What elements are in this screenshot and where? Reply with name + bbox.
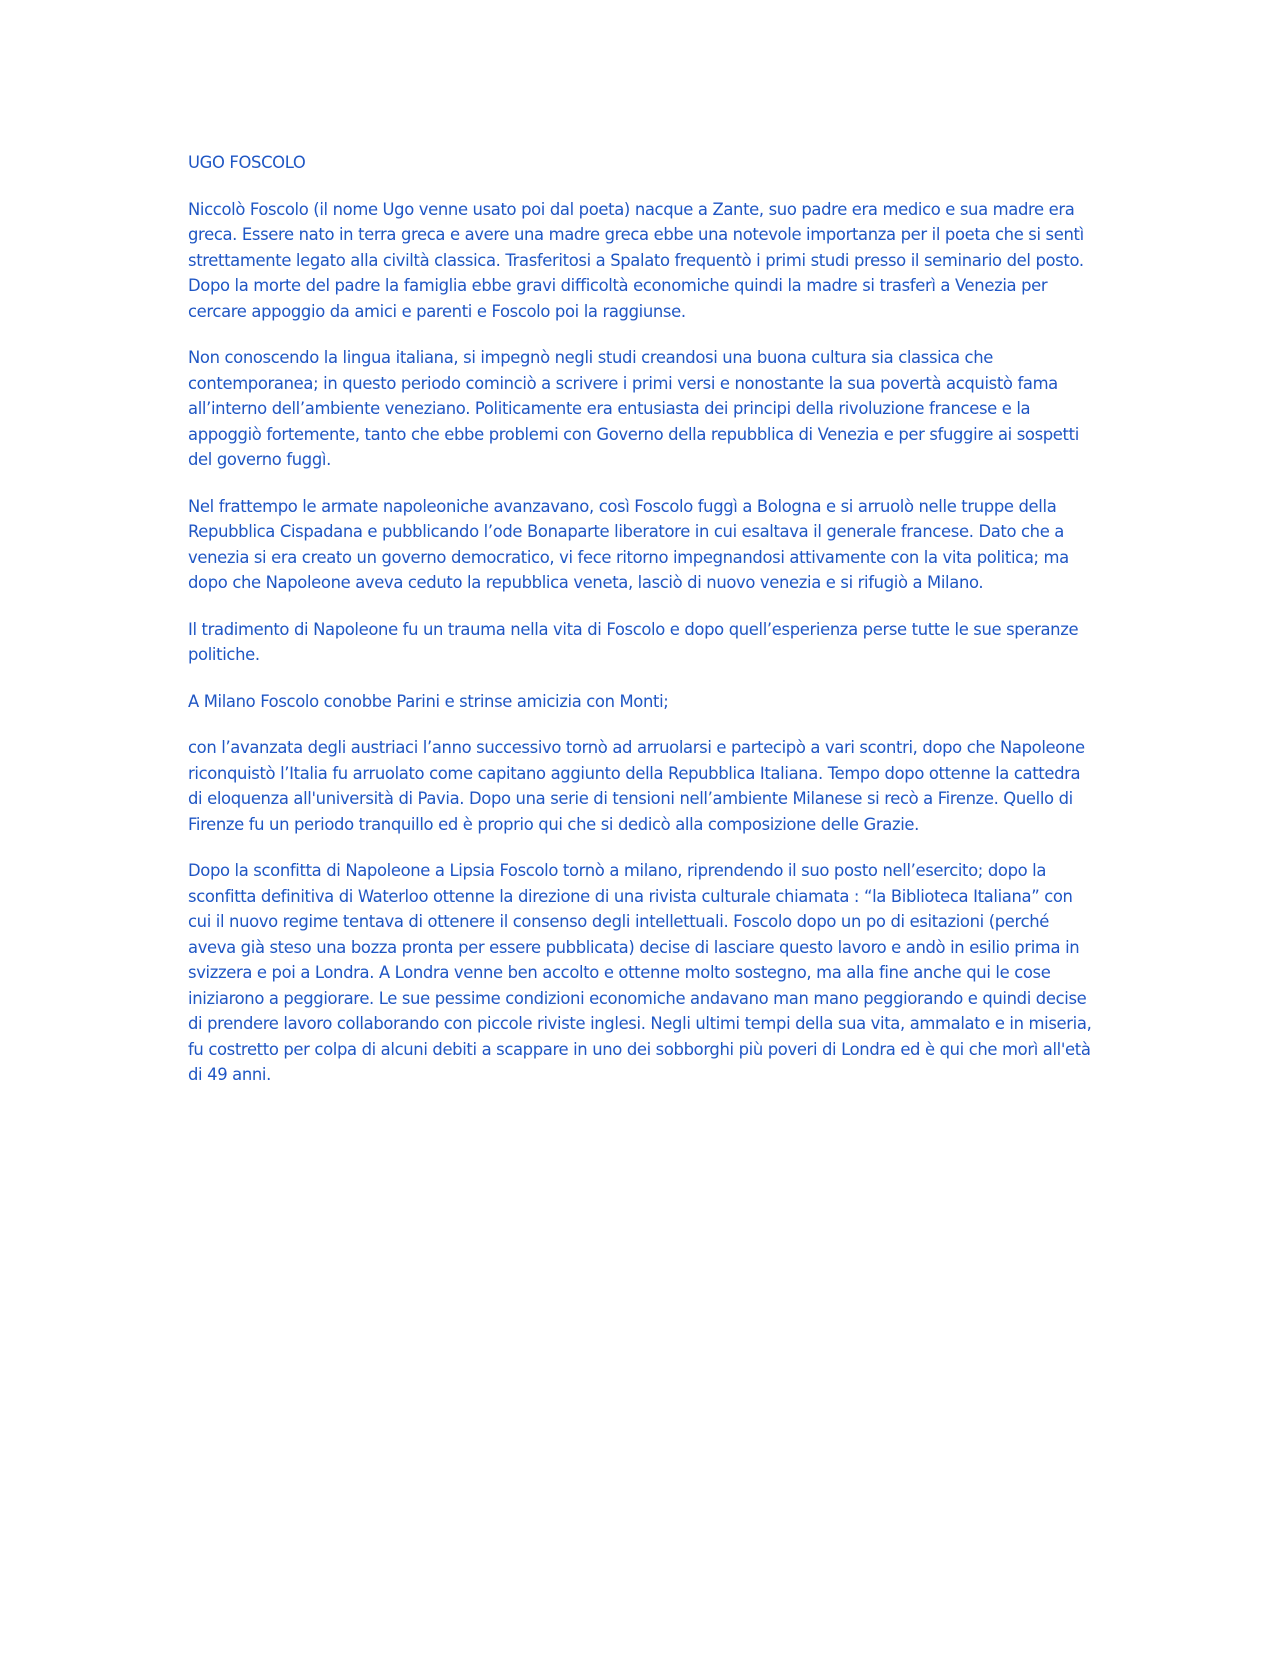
paragraph-venice: Non conoscendo la lingua italiana, si impegnò negli studi creandosi una buona cultura sia classica che contemporanea; in questo periodo cominciò a scrivere i primi versi e nonostante la sua povertà acquistò fama all’interno dell’ambiente veneziano. Politicamente era entusiasta dei principi della rivoluzione francese e la appoggiò fortemente, tanto che ebbe problemi con Governo della repubblica di Venezia e per sfuggire ai sospetti del governo fuggì. [188,348,1079,469]
paragraph-milan: A Milano Foscolo conobbe Parini e strinse amicizia con Monti; [188,691,669,711]
paragraph-bologna: Nel frattempo le armate napoleoniche avanzavano, così Foscolo fuggì a Bologna e si arruolò nelle truppe della Repubblica Cispadana e pubblicando l’ode Bonaparte liberatore in cui esaltava il generale francese. Dato che a venezia si era creato un governo democratico, vi fece ritorno impegnandosi attivamente con la vita politica; ma dopo che Napoleone aveva ceduto la repubblica veneta, lasciò di nuovo venezia e si rifugiò a Milano. [188,496,1069,592]
paragraph-betrayal: Il tradimento di Napoleone fu un trauma nella vita di Foscolo e dopo quell’esperienza perse tutte le sue speranze politiche. [188,619,1079,664]
paragraph-exile: Dopo la sconfitta di Napoleone a Lipsia Foscolo tornò a milano, riprendendo il suo posto nell’esercito; dopo la sconfitta definitiva di Waterloo ottenne la direzione di una rivista culturale chiamata : “la Biblioteca Italiana” con cui il nuovo regime tentava di ottenere il consenso degli intellettuali. Foscolo dopo un po di esitazioni (perché aveva già steso una bozza pronta per essere pubblicata) decise di lasciare questo lavoro e andò in esilio prima in svizzera e poi a Londra. A Londra venne ben accolto e ottenne molto sostegno, ma alla fine anche qui le cose iniziarono a peggiorare. Le sue pessime condizioni economiche andavano man mano peggiorando e quindi decise di prendere lavoro collaborando con piccole riviste inglesi. Negli ultimi tempi della sua vita, ammalato e in miseria, fu costretto per colpa di alcuni debiti a scappare in uno dei sobborghi più poveri di Londra ed è qui che morì all'età di 49 anni. [188,861,1092,1084]
paragraph-early-life: Niccolò Foscolo (il nome Ugo venne usato poi dal poeta) nacque a Zante, suo padre era medico e sua madre era greca. Essere nato in terra greca e avere una madre greca ebbe una notevole importanza per il poeta che si sentì strettamente legato alla civiltà classica. Trasferitosi a Spalato frequentò i primi studi presso il seminario del posto. Dopo la morte del padre la famiglia ebbe gravi difficoltà economiche quindi la madre si trasferì a Venezia per cercare appoggio da amici e parenti e Foscolo poi la raggiunse. [188,199,1084,321]
document-body [188,150,1098,1109]
paragraph-austrians: con l’avanzata degli austriaci l’anno successivo tornò ad arruolarsi e partecipò a vari scontri, dopo che Napoleone riconquistò l’Italia fu arruolato come capitano aggiunto della Repubblica Italiana. Tempo dopo ottenne la cattedra di eloquenza all'università di Pavia. Dopo una serie di tensioni nell’ambiente Milanese si recò a Firenze. Quello di Firenze fu un periodo tranquillo ed è proprio qui che si dedicò alla composizione delle Grazie. [188,738,1085,834]
document-title: UGO FOSCOLO [188,153,306,172]
